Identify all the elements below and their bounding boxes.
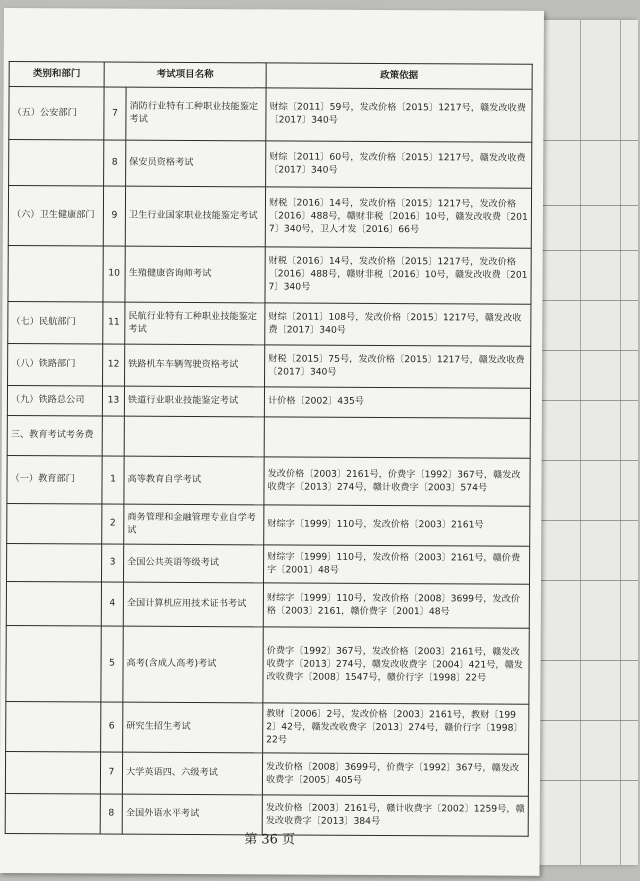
policy-cell: 财税〔2016〕14号，发改价格〔2015〕1217号，发改价格〔2016〕488号，赣财非税〔2016〕10号，赣发改收费〔2017〕340号 bbox=[265, 247, 531, 304]
category-cell: （五）公安部门 bbox=[9, 87, 104, 140]
category-cell bbox=[6, 626, 101, 702]
category-cell bbox=[6, 702, 101, 752]
item-number: 8 bbox=[104, 140, 126, 186]
table-row bbox=[6, 582, 529, 629]
table-row bbox=[9, 140, 532, 189]
item-number: 12 bbox=[103, 344, 125, 386]
exam-name-cell: 铁道行业职业技能鉴定考试 bbox=[124, 386, 264, 417]
exam-name-cell: 高考(含成人高考)考试 bbox=[123, 626, 263, 703]
table-row bbox=[9, 87, 532, 143]
exam-name-cell: 高等教育自学考试 bbox=[124, 456, 264, 505]
table-row bbox=[6, 702, 529, 755]
item-number: 10 bbox=[103, 246, 125, 302]
table-row bbox=[5, 752, 528, 797]
exam-name-cell: 生殖健康咨询师考试 bbox=[125, 246, 265, 303]
category-cell bbox=[8, 246, 103, 302]
policy-cell: 发改价格〔2003〕2161号，赣计收费字〔2002〕1259号，赣发改收费字〔2013〕384号 bbox=[262, 795, 528, 836]
policy-cell: 财税〔2015〕75号，发改价格〔2015〕1217号，赣发改收费〔2017〕340号 bbox=[265, 345, 531, 388]
table-row bbox=[6, 544, 529, 585]
policy-cell: 发改价格〔2003〕2161号，价费字〔1992〕367号，赣发改收费字〔2013〕274号，赣计收费字〔2003〕574号 bbox=[264, 457, 530, 506]
exam-name-cell: 民航行业特有工种职业技能鉴定考试 bbox=[125, 302, 265, 345]
item-number: 3 bbox=[101, 544, 123, 582]
item-number: 6 bbox=[101, 702, 123, 752]
category-cell bbox=[6, 544, 101, 582]
category-cell: （六）卫生健康部门 bbox=[8, 186, 103, 246]
table-row bbox=[6, 626, 529, 705]
item-number: 5 bbox=[101, 626, 123, 702]
exam-name-cell: 全国计算机应用技术证书考试 bbox=[123, 582, 263, 627]
document-page bbox=[0, 8, 544, 876]
exam-name-cell: 卫生行业国家职业技能鉴定考试 bbox=[125, 186, 265, 247]
category-cell bbox=[5, 752, 100, 794]
item-number bbox=[102, 416, 124, 456]
category-cell bbox=[9, 140, 104, 186]
item-number: 11 bbox=[103, 302, 125, 344]
item-number: 8 bbox=[100, 794, 122, 834]
category-cell: （一）教育部门 bbox=[7, 456, 102, 504]
item-number: 2 bbox=[102, 504, 124, 544]
exam-name-cell: 商务管理和金融管理专业自学考试 bbox=[124, 504, 264, 545]
policy-cell: 财综字〔1999〕110号，发改价格〔2003〕2161号，赣价费字〔2001〕48号 bbox=[264, 545, 530, 584]
category-cell: （八）铁路部门 bbox=[8, 344, 103, 386]
header-exam-name: 考试项目名称 bbox=[104, 62, 266, 88]
table-header-row bbox=[9, 62, 532, 90]
item-number: 1 bbox=[102, 456, 124, 504]
exam-name-cell: 研究生招生考试 bbox=[123, 702, 263, 753]
policy-cell: 财综字〔1999〕110号，发改价格〔2003〕2161号 bbox=[264, 505, 530, 546]
page-number: 第 36 页 bbox=[244, 832, 296, 848]
exam-name-cell: 消防行业特有工种职业技能鉴定考试 bbox=[126, 87, 266, 141]
exam-name-cell bbox=[124, 416, 264, 457]
policy-cell: 发改价格〔2008〕3699号，价费字〔1992〕367号，赣发改收费字〔2005〕405号 bbox=[262, 753, 528, 796]
policy-cell: 财综〔2011〕59号，发改价格〔2015〕1217号，赣发改收费〔2017〕340号 bbox=[266, 88, 532, 142]
item-number: 9 bbox=[103, 186, 125, 246]
policy-cell bbox=[264, 417, 530, 458]
category-cell: （七）民航部门 bbox=[8, 302, 103, 344]
policy-cell: 计价格〔2002〕435号 bbox=[264, 387, 530, 418]
section-heading-cell: 三、教育考试考务费 bbox=[7, 416, 102, 456]
item-number: 7 bbox=[100, 752, 122, 794]
table-row bbox=[7, 504, 530, 547]
policy-cell: 财税〔2016〕14号，发改价格〔2015〕1217号，发改价格〔2016〕488号，赣财非税〔2016〕10号，赣发改收费〔2017〕340号，卫人才发〔2016〕66号 bbox=[265, 187, 531, 248]
item-number: 7 bbox=[104, 87, 126, 140]
table-row bbox=[8, 186, 531, 249]
policy-cell: 财综〔2011〕60号，发改价格〔2015〕1217号，赣发改收费〔2017〕340号 bbox=[266, 141, 532, 188]
category-cell: （九）铁路总公司 bbox=[7, 386, 102, 416]
policy-cell: 价费字〔1992〕367号，发改价格〔2003〕2161号，赣发改收费字〔2013〕274号，赣发改收费字〔2004〕421号，赣发改收费字〔2008〕1547号，赣价行字〔1998〕22号 bbox=[263, 627, 529, 704]
table-row bbox=[8, 246, 531, 305]
exam-name-cell: 保安员资格考试 bbox=[126, 140, 266, 187]
exam-name-cell: 铁路机车车辆驾驶资格考试 bbox=[125, 344, 265, 387]
category-cell bbox=[6, 582, 101, 626]
table-row bbox=[7, 386, 530, 419]
policy-cell: 财综〔2011〕108号，发改价格〔2015〕1217号，赣发改收费〔2017〕340号 bbox=[265, 303, 531, 346]
item-number: 4 bbox=[101, 582, 123, 626]
category-cell bbox=[7, 504, 102, 544]
item-number: 13 bbox=[102, 386, 124, 416]
header-policy: 政策依据 bbox=[266, 63, 532, 89]
header-category: 类别和部门 bbox=[9, 62, 104, 87]
table-row bbox=[7, 456, 530, 507]
policy-cell: 教财〔2006〕2号，发改价格〔2003〕2161号，教财〔1992〕42号，赣发改收费字〔2013〕274号，赣价行字〔1998〕22号 bbox=[263, 703, 529, 754]
policy-cell: 财综字〔1999〕110号，发改价格〔2008〕3699号，发改价格〔2003〕2161，赣价费字〔2001〕48号 bbox=[263, 583, 529, 628]
table-row bbox=[7, 416, 530, 459]
table-row bbox=[8, 344, 531, 389]
exam-name-cell: 大学英语四、六级考试 bbox=[122, 752, 262, 795]
table-row bbox=[8, 302, 531, 347]
exam-name-cell: 全国外语水平考试 bbox=[122, 794, 262, 835]
exam-fee-table bbox=[5, 61, 533, 837]
exam-name-cell: 全国公共英语等级考试 bbox=[123, 544, 263, 583]
